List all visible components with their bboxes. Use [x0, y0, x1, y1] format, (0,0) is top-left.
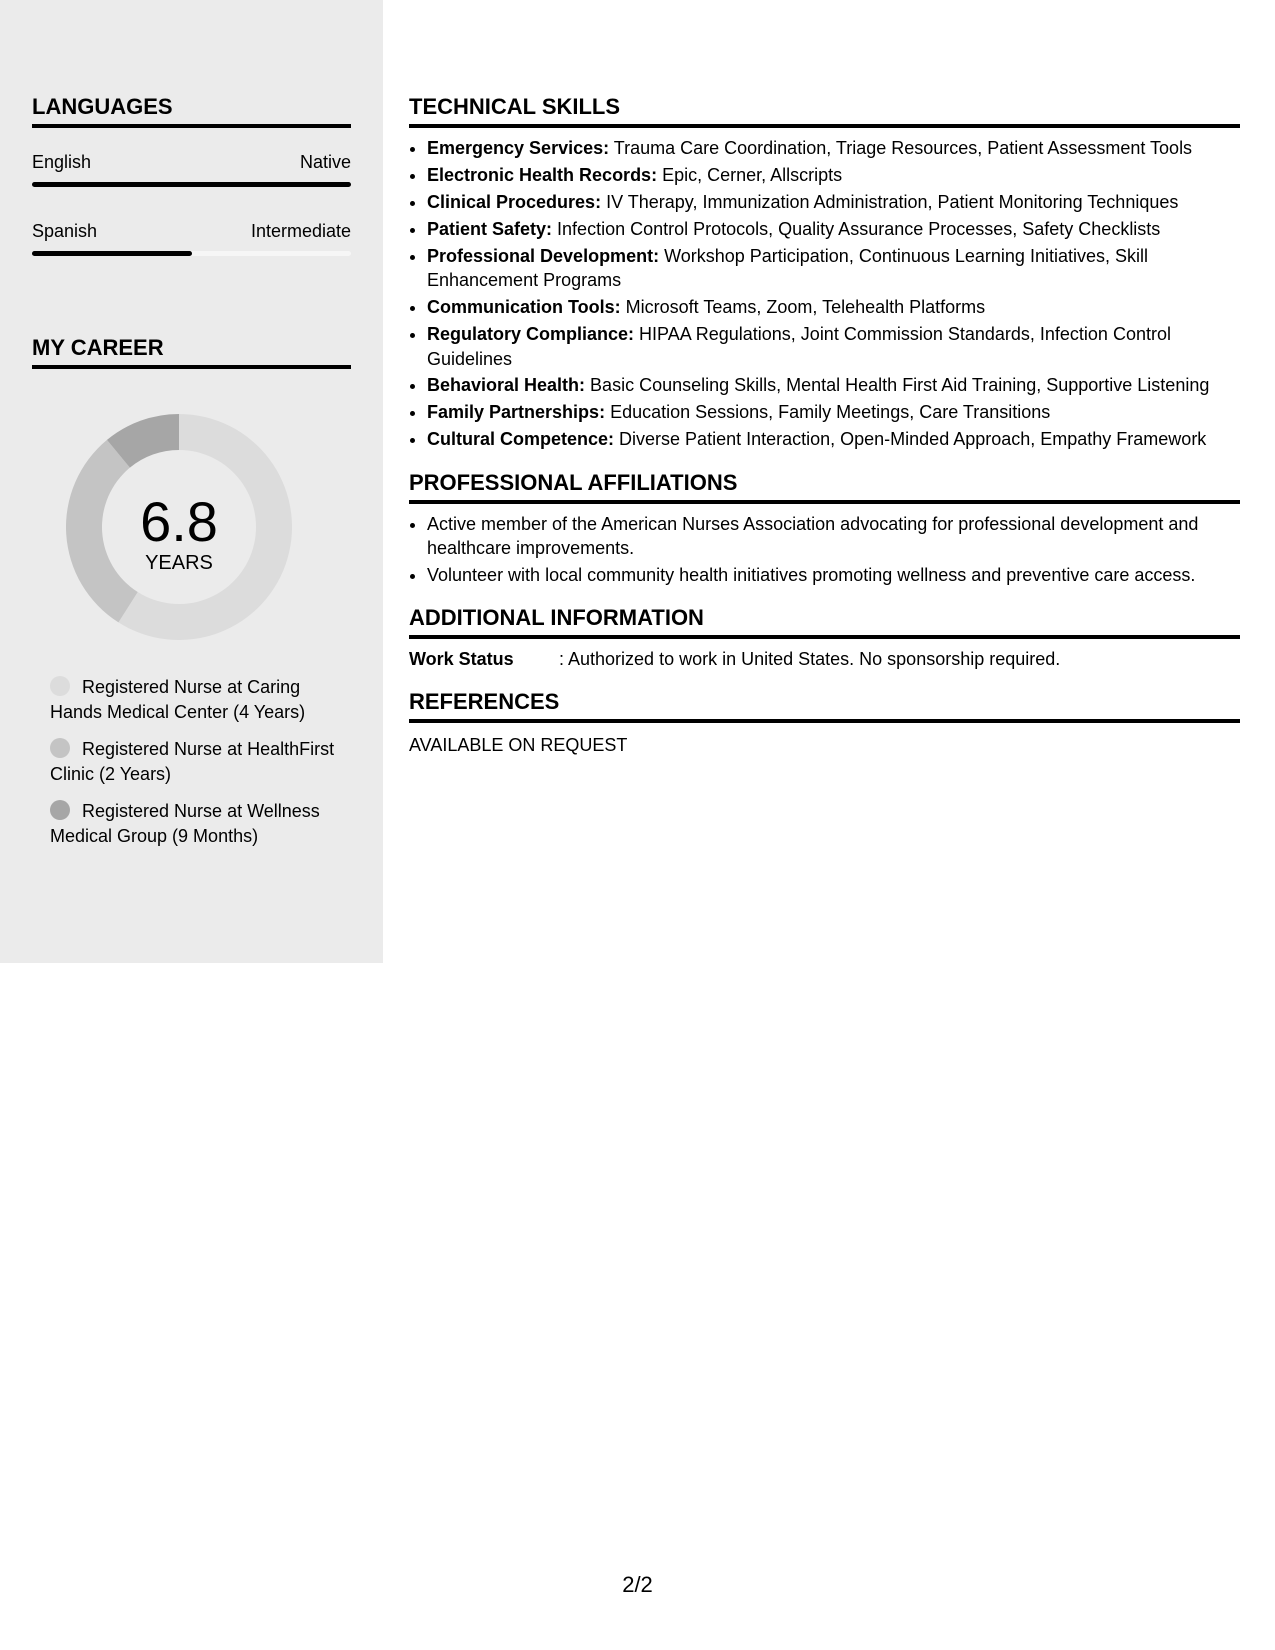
affiliations-title: PROFESSIONAL AFFILIATIONS [409, 470, 1240, 504]
language-row-spanish [32, 219, 351, 243]
skill-text: Basic Counseling Skills, Mental Health First Aid Training, Supportive Listening [585, 375, 1210, 396]
language-level: Native [299, 152, 351, 172]
language-bar-fill [32, 251, 192, 256]
career-donut-chart [66, 414, 292, 640]
technical-skills-title: TECHNICAL SKILLS [409, 94, 1240, 128]
language-name: English [32, 152, 92, 172]
affiliations-section [409, 470, 1240, 588]
affiliation-item: • Active member of the American Nurses Association advocating for professional development and healthcare improvements. [427, 512, 1240, 561]
skill-item [427, 400, 1240, 424]
work-status-value: : Authorized to work in United States. No sponsorship required. [559, 649, 1061, 670]
skill-text: HIPAA Regulations, Joint Commission Standards, Infection Control Guidelines [427, 324, 1171, 369]
skill-text: Infection Control Protocols, Quality Assurance Processes, Safety Checklists [552, 218, 1161, 239]
legend-item [50, 799, 340, 848]
skill-label: Family Partnerships: [427, 402, 606, 423]
skill-text: Diverse Patient Interaction, Open-Minded Approach, Empathy Framework [614, 429, 1207, 450]
references-title: REFERENCES [409, 689, 1240, 723]
skill-item [427, 217, 1240, 241]
language-name: Spanish [32, 221, 98, 241]
legend-dot-icon [50, 800, 70, 820]
affiliations-list [409, 512, 1240, 588]
sidebar [0, 0, 383, 963]
references-text: AVAILABLE ON REQUEST [409, 735, 628, 756]
language-bar-english [32, 182, 351, 187]
legend-dot-icon [50, 738, 70, 758]
skill-item [427, 136, 1240, 160]
legend-label: Registered Nurse at HealthFirst Clinic (2 Years) [50, 739, 335, 784]
legend-dot-icon [50, 676, 70, 696]
legend-label: Registered Nurse at Wellness Medical Group (9 Months) [50, 801, 320, 846]
legend-item [50, 675, 340, 724]
skill-item [427, 373, 1240, 397]
references-section [409, 689, 1240, 757]
career-total-years: 6.8 [140, 490, 218, 553]
languages-title: LANGUAGES [32, 94, 351, 128]
skill-label: Behavioral Health: [427, 375, 586, 396]
technical-skills-list [409, 136, 1240, 452]
affiliation-item: • Volunteer with local community health initiatives promoting wellness and preventive care access. [427, 563, 1240, 587]
work-status-key: Work Status [409, 649, 514, 670]
additional-info-section [409, 605, 1240, 671]
skill-label: Regulatory Compliance: [427, 324, 635, 345]
technical-skills-section [409, 94, 1240, 452]
skill-text: Education Sessions, Family Meetings, Care Transitions [605, 402, 1051, 423]
legend-label: Registered Nurse at Caring Hands Medical Center (4 Years) [50, 677, 306, 722]
career-title: MY CAREER [32, 335, 351, 369]
work-status-row [409, 647, 1240, 671]
language-bar-spanish [32, 251, 351, 256]
skill-label: Communication Tools: [427, 297, 621, 318]
skill-text: Trauma Care Coordination, Triage Resources, Patient Assessment Tools [609, 138, 1193, 158]
skill-label: Patient Safety: [427, 218, 553, 239]
skill-text: Epic, Cerner, Allscripts [657, 164, 843, 185]
skill-label: Electronic Health Records: [427, 164, 658, 185]
skill-item [427, 322, 1240, 371]
skill-label: Emergency Services: [427, 138, 610, 158]
skill-label: Cultural Competence: [427, 429, 615, 450]
skill-item [427, 190, 1240, 214]
skill-item [427, 163, 1240, 187]
skill-item [427, 295, 1240, 319]
languages-section [32, 94, 351, 256]
skill-item [427, 427, 1240, 451]
language-level: Intermediate [250, 221, 351, 241]
skill-text: IV Therapy, Immunization Administration, Patient Monitoring Techniques [601, 191, 1179, 212]
skill-label: Professional Development: [427, 245, 660, 266]
language-bar-fill [32, 182, 351, 187]
career-section [32, 335, 351, 369]
language-row-english [32, 150, 351, 174]
legend-item [50, 737, 340, 786]
main-content [409, 94, 1240, 775]
skill-item [427, 244, 1240, 293]
skill-text: Workshop Participation, Continuous Learning Initiatives, Skill Enhancement Programs [427, 245, 1148, 291]
page-number: 2/2 [622, 1572, 653, 1597]
career-legend [50, 675, 340, 861]
career-donut-center [66, 414, 292, 640]
career-total-unit: YEARS [145, 552, 213, 574]
additional-info-title: ADDITIONAL INFORMATION [409, 605, 1240, 639]
skill-label: Clinical Procedures: [427, 191, 602, 212]
skill-text: Microsoft Teams, Zoom, Telehealth Platforms [620, 297, 986, 318]
